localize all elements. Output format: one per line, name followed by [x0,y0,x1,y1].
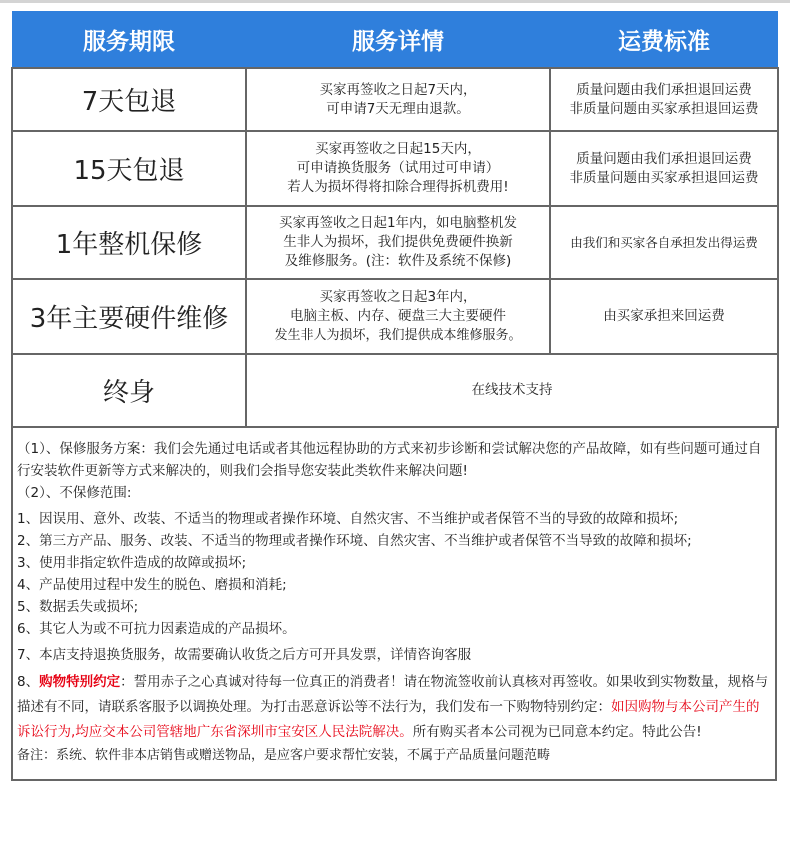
term-cell: 终身 [12,354,246,427]
detail-line: 买家再签收之日起7天内， [319,81,477,98]
term-cell: 15天包退 [12,131,246,206]
detail-line: 若人为损坏得将扣除合理得拆机费用! [287,179,509,195]
table-row [12,68,778,131]
top-divider [0,0,790,3]
remark-text: 备注：系统、软件非本店销售或赠送物品，是应客户要求帮忙安装，不属于产品质量问题范畴 [17,748,551,763]
notes-section [11,428,777,781]
term-cell: 7天包退 [12,68,246,131]
fee-line: 由我们和买家各自承担发出得运费 [570,235,758,250]
fee-cell [550,68,778,131]
service-policy [11,11,777,781]
detail-cell [246,131,550,206]
fee-line: 质量问题由我们承担退回运费 [576,81,752,98]
detail-line: 买家再签收之日起15天内， [315,141,481,157]
invoice-note: 7、本店支持退换货服务，故需要确认收货之后方可开具发票，详情咨询客服 [17,647,472,663]
header-detail: 服务详情 [246,11,550,68]
detail-line: 发生非人为损坏，我们提供成本维修服务。 [274,328,522,343]
header-fee: 运费标准 [550,11,778,68]
detail-cell [246,206,550,279]
exclusion-heading: （2）、不保修范围: [17,485,132,501]
fee-cell [550,206,778,279]
fee-line: 非质量问题由买家承担退回运费 [569,100,759,117]
detail-line: 生非人为损坏，我们提供免费硬件换新 [283,234,513,250]
special-agreement: 8、购物特别约定：誓用赤子之心真诚对待每一位真正的消费者！请在物流签收前认真核对再签收。如果收到实物数量，规格与描述有不同，请联系客服予以调换处理。为打击恶意诉讼等不法行为，我们发布一下购物特别约定：如因购物与本公司产生的诉讼行为,均应交本公司管辖地广东省深圳市宝安区人民法院解决。所有购买者本公司视为已同意本约定。特此公告! [17,674,769,740]
detail-line: 可申请7天无理由退款。 [326,100,470,117]
exclusion-item: 6、其它人为或不可抗力因素造成的产品损坏。 [17,621,296,637]
service-table [11,11,779,428]
detail-line: 电脑主板、内存、硬盘三大主要硬件 [290,308,506,324]
exclusion-item: 4、产品使用过程中发生的脱色、磨损和消耗; [17,577,287,593]
detail-line: 可申请换货服务（试用过可申请） [296,160,500,176]
exclusion-item: 1、因误用、意外、改装、不适当的物理或者操作环境、自然灾害、不当维护或者保管不当的导致的故障和损坏; [17,511,679,527]
detail-line: 在线技术支持 [471,382,553,398]
detail-cell [246,354,778,427]
fee-line: 非质量问题由买家承担退回运费 [569,169,759,186]
term-cell: 3年主要硬件维修 [12,279,246,354]
detail-line: 及维修服务。(注：软件及系统不保修) [284,253,512,269]
exclusion-item: 2、第三方产品、服务、改装、不适当的物理或者操作环境、自然灾害、不当维护或者保管不当导致的故障和损坏; [17,533,692,549]
term-cell: 1年整机保修 [12,206,246,279]
repair-plan-text: （1）、保修服务方案：我们会先通过电话或者其他远程协助的方式来初步诊断和尝试解决您的产品故障，如有些问题可通过自行安装软件更新等方式来解决的，则我们会指导您安装此类软件来解决问题! [17,441,762,479]
jurisdiction-text: 如因购物与本公司产生的诉讼行为,均应交本公司管辖地广东省深圳市宝安区人民法院解决。 [17,699,760,740]
table-row [12,131,778,206]
detail-line: 买家再签收之日起1年内，如电脑整机发 [278,215,518,231]
exclusion-item: 5、数据丢失或损坏; [17,599,139,615]
table-row [12,354,778,427]
header-term: 服务期限 [12,11,246,68]
exclusion-item: 3、使用非指定软件造成的故障或损坏; [17,555,247,571]
fee-line: 由买家承担来回运费 [603,308,725,324]
fee-cell [550,131,778,206]
table-header [12,11,778,68]
detail-cell [246,68,550,131]
special-agreement-label: 购物特别约定 [39,674,121,690]
detail-cell [246,279,550,354]
fee-cell [550,279,778,354]
table-row [12,279,778,354]
detail-line: 买家再签收之日起3年内， [319,289,477,305]
fee-line: 质量问题由我们承担退回运费 [576,150,752,167]
table-row [12,206,778,279]
